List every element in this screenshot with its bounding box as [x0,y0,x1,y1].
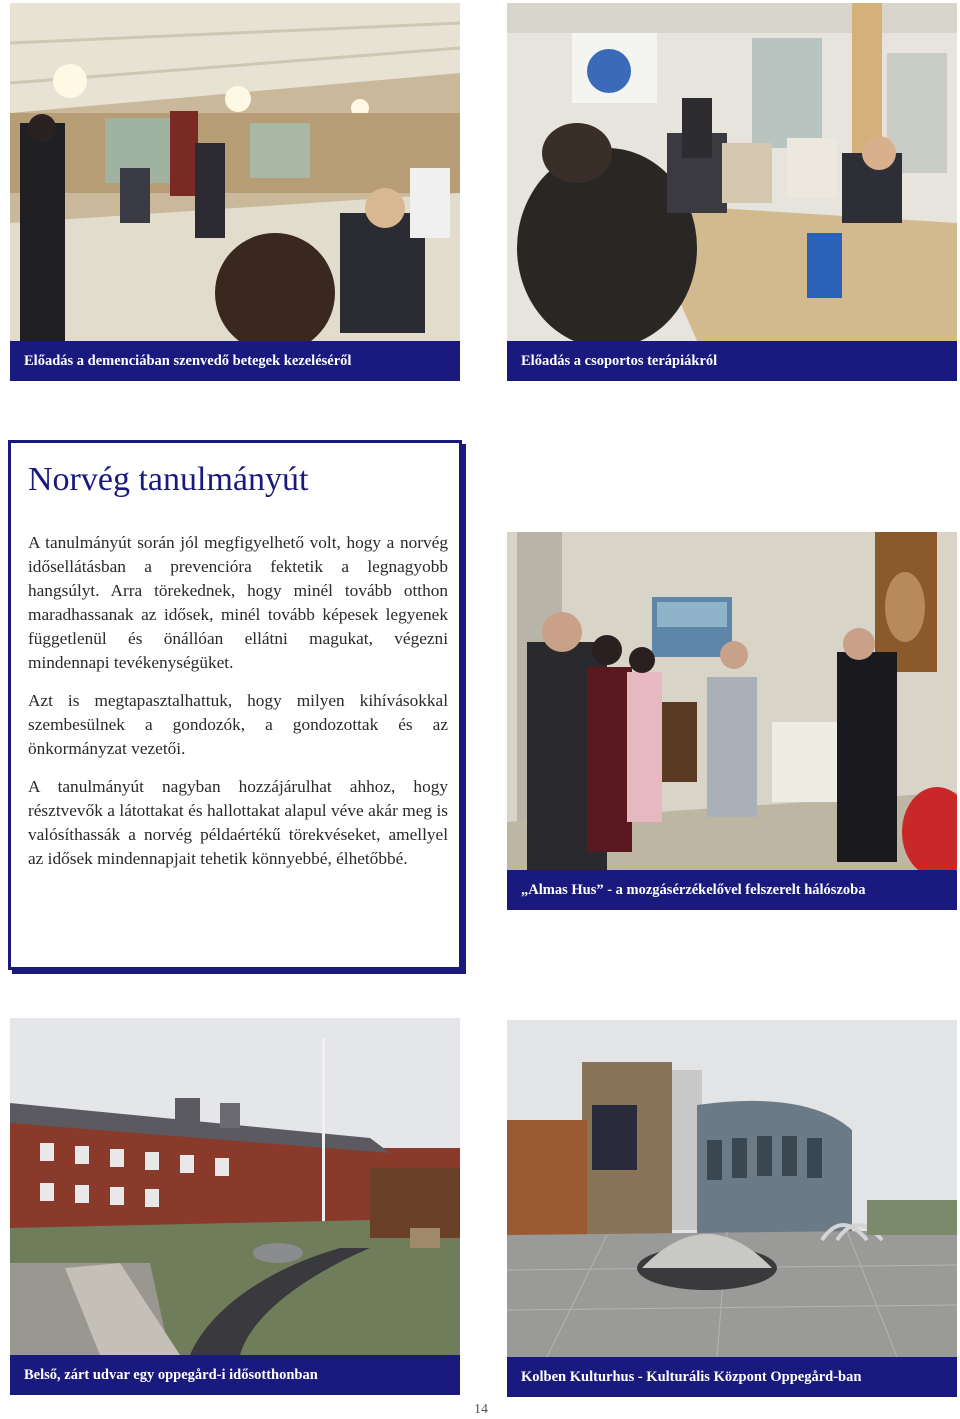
photo-almas-hus-image [507,532,957,870]
photo-group-therapy-image [507,3,957,341]
photo-almas-hus [507,532,957,870]
article-paragraph-3: A tanulmányút nagyban hozzájárulhat ahhoz, hogy résztvevők a látottakat és hallottakat alapul véve akár meg is valósíthassák a norvég példaértékű törekvéseket, amellyel az idősek mindennapjait tehetik könnyebbé, élhetőbbé. [28,777,448,868]
article-paragraph-1: A tanulmányút során jól megfigyelhető volt, hogy a norvég idősellátásban a prevencióra fektetik a legnagyobb hangsúlyt. Arra törekednek, hogy minél tovább otthon maradhassanak az idősek, minél tovább képesek legyenek függetlenül és önállóan ellátni magukat, végezni mindennapi tevékenységüket. [28,533,448,672]
photo-courtyard [10,1018,460,1355]
photo-courtyard-image [10,1018,460,1355]
article-box [8,440,462,970]
caption-almas-hus: „Almas Hus” - a mozgásérzékelővel felszerelt hálószoba [507,870,957,910]
caption-group-therapy: Előadás a csoportos terápiákról [507,341,957,381]
page-number: 14 [474,1402,488,1417]
photo-dementia-lecture [10,3,460,341]
article-paragraph-2: Azt is megtapasztalhattuk, hogy milyen kihívásokkal szembesülnek a gondozók, a gondozottak és az önkormányzat vezetői. [28,691,448,758]
photo-kolben [507,1020,957,1357]
caption-courtyard: Belső, zárt udvar egy oppegård-i idősotthonban [10,1355,460,1395]
article-body [28,531,448,885]
caption-kolben: Kolben Kulturhus - Kulturális Központ Oppegård-ban [507,1357,957,1397]
photo-kolben-image [507,1020,957,1357]
caption-dementia-lecture: Előadás a demenciában szenvedő betegek kezeléséről [10,341,460,381]
photo-dementia-lecture-image [10,3,460,341]
photo-group-therapy [507,3,957,341]
article-title: Norvég tanulmányút [28,461,309,498]
